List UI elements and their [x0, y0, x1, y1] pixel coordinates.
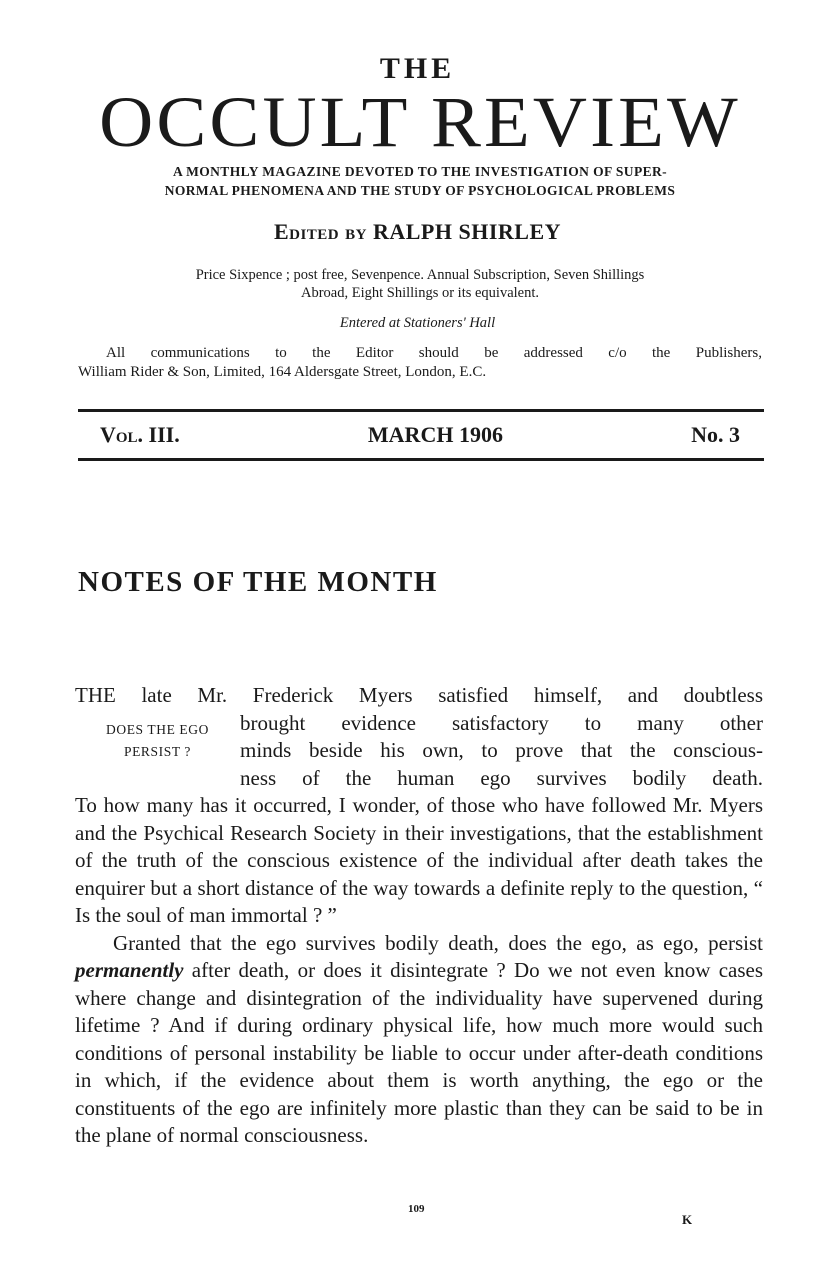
indented-line-1: brought evidence satisfactory to many other [240, 710, 763, 735]
indented-text [240, 710, 763, 793]
marginal-note [75, 710, 240, 793]
paragraph-1-continued: To how many has it occurred, I wonder, of those who have followed Mr. Myers and the Psychical Research Society in their investigations, that the establishment of the truth of the conscious existence of the individual after death takes the enquirer but a short distance of the way towards a definite reply to the question, “ Is the soul of man immortal ? ” [75, 793, 763, 927]
opening-line: THE late Mr. Frederick Myers satisfied himself, and doubtless [75, 683, 763, 707]
subtitle-line-1: A MONTHLY MAGAZINE DEVOTED TO THE INVESTIGATION OF SUPER- [172, 164, 668, 179]
subtitle-line-2: NORMAL PHENOMENA AND THE STUDY OF PSYCHOLOGICAL PROBLEMS [164, 183, 676, 198]
comms-line-1: All communications to the Editor should be addressed c/o the Publishers, [106, 345, 762, 361]
price-line-2: Abroad, Eight Shillings or its equivalent. [300, 285, 540, 301]
signature-mark: K [682, 1212, 693, 1227]
issue-rule-bottom [78, 458, 764, 461]
issue-date: MARCH 1906 [367, 422, 503, 447]
emphasis-permanently: permanently [75, 958, 184, 982]
communications-notice [78, 344, 762, 382]
page-number: 109 [408, 1203, 425, 1215]
volume-label: Vol. III. [100, 422, 180, 447]
indented-line-3: ness of the human ego survives bodily death. [240, 765, 763, 790]
price-line-1: Price Sixpence ; post free, Sevenpence. Annual Subscription, Seven Shillings [195, 267, 645, 283]
article-body [75, 682, 763, 1150]
entered-notice: Entered at Stationers' Hall [339, 315, 496, 331]
issue-number: No. 3 [691, 422, 740, 447]
sidenote-line-2: PERSIST ? [123, 743, 192, 759]
sidenote-line-1: DOES THE EGO [106, 721, 209, 737]
paragraph-2 [75, 930, 763, 1150]
issue-line [100, 420, 740, 450]
article-title: NOTES OF THE MONTH [78, 566, 438, 598]
indented-line-2: minds beside his own, to prove that the conscious- [240, 738, 763, 762]
price-notice [78, 266, 762, 302]
comms-line-2: William Rider & Son, Limited, 164 Aldersgate Street, London, E.C. [78, 364, 487, 380]
edited-by-label: Edited by [273, 219, 367, 244]
masthead-subtitle [72, 162, 768, 200]
paragraph-2-rest: after death, or does it disintegrate ? Do we not even know cases where change and disintegration of the individuality have supervened during lifetime ? And if during ordinary physical life, how much more would such conditions of personal instability be liable to occur under after-death conditions in which, if the evidence about them is worth anything, the ego or the constituents of the ego are infinitely more plastic than they can be said to be in the plane of normal consciousness. [75, 958, 764, 1147]
editor-line [0, 219, 835, 245]
paragraph-2-start: Granted that the ego survives bodily death, does the ego, as ego, persist [113, 930, 763, 955]
editor-name: RALPH SHIRLEY [372, 219, 562, 244]
masthead-title: OCCULT REVIEW [99, 82, 741, 162]
issue-rule-top [78, 409, 764, 412]
sidenote-block [75, 710, 763, 793]
masthead-article: THE [379, 52, 456, 85]
